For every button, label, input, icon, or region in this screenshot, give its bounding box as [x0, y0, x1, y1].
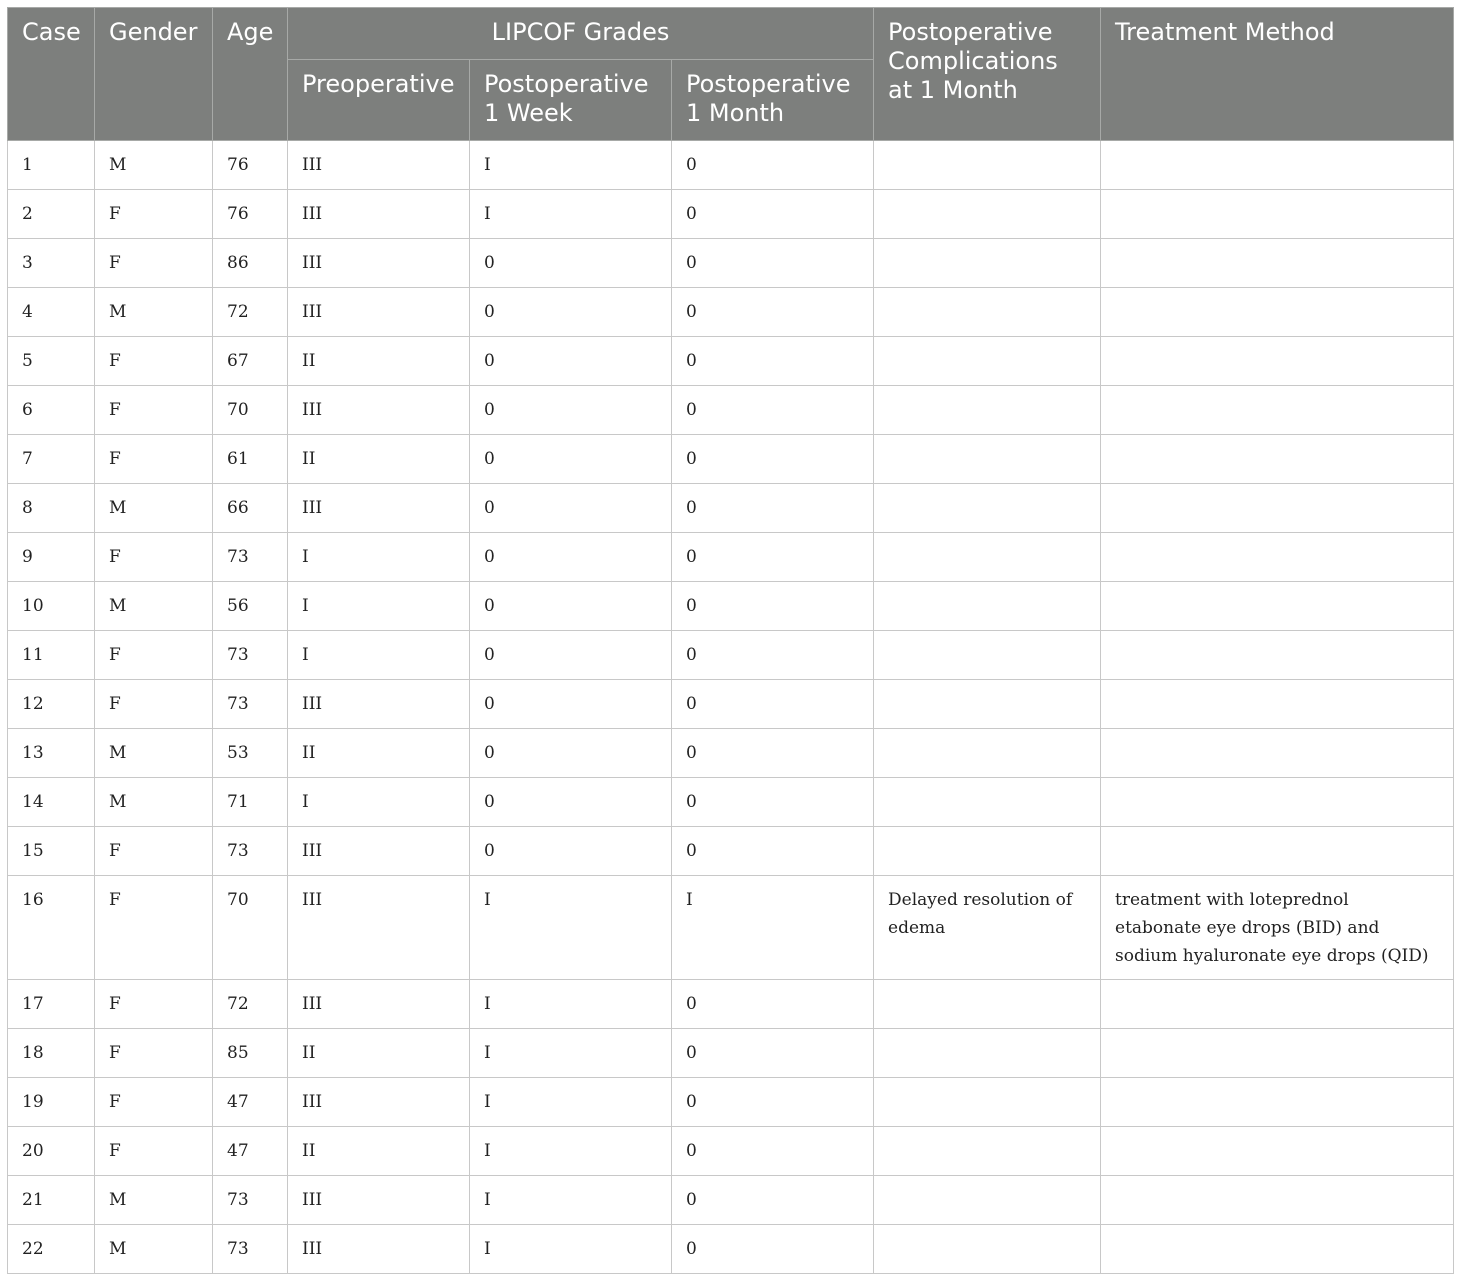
cell-treatment: treatment with loteprednol etabonate eye drops (BID) and sodium hyaluronate eye drops (QID)	[1101, 876, 1454, 980]
cell-preoperative: II	[288, 1029, 470, 1078]
cell-complications	[874, 1176, 1101, 1225]
cell-treatment	[1101, 533, 1454, 582]
cell-post-1-month: 0	[672, 484, 874, 533]
cell-complications	[874, 980, 1101, 1029]
cell-post-1-month: 0	[672, 190, 874, 239]
cell-preoperative: III	[288, 288, 470, 337]
cell-preoperative: III	[288, 827, 470, 876]
table-row	[8, 337, 1454, 386]
cell-case: 11	[8, 631, 95, 680]
table-row	[8, 141, 1454, 190]
cell-gender: M	[95, 778, 213, 827]
header-age: Age	[213, 8, 288, 141]
lipcof-table	[7, 7, 1454, 1274]
cell-complications	[874, 484, 1101, 533]
cell-case: 13	[8, 729, 95, 778]
cell-post-1-month: 0	[672, 631, 874, 680]
cell-treatment	[1101, 435, 1454, 484]
cell-age: 73	[213, 680, 288, 729]
table-row	[8, 1127, 1454, 1176]
table-row	[8, 680, 1454, 729]
header-case: Case	[8, 8, 95, 141]
cell-age: 72	[213, 980, 288, 1029]
cell-preoperative: II	[288, 729, 470, 778]
cell-post-1-week: 0	[470, 435, 672, 484]
cell-complications	[874, 386, 1101, 435]
cell-post-1-week: I	[470, 190, 672, 239]
cell-case: 17	[8, 980, 95, 1029]
cell-age: 85	[213, 1029, 288, 1078]
cell-post-1-week: I	[470, 1029, 672, 1078]
table-row	[8, 386, 1454, 435]
cell-preoperative: I	[288, 778, 470, 827]
cell-post-1-month: 0	[672, 533, 874, 582]
cell-case: 3	[8, 239, 95, 288]
cell-age: 67	[213, 337, 288, 386]
cell-preoperative: II	[288, 337, 470, 386]
table-row	[8, 729, 1454, 778]
cell-gender: F	[95, 980, 213, 1029]
cell-age: 53	[213, 729, 288, 778]
table-header	[8, 8, 1454, 141]
cell-post-1-month: 0	[672, 980, 874, 1029]
cell-preoperative: III	[288, 680, 470, 729]
table-row	[8, 1225, 1454, 1274]
header-post-1-week: Postoperative 1 Week	[470, 60, 672, 141]
table-row	[8, 1029, 1454, 1078]
cell-case: 6	[8, 386, 95, 435]
cell-complications	[874, 288, 1101, 337]
table-body	[8, 141, 1454, 1274]
cell-case: 7	[8, 435, 95, 484]
cell-complications	[874, 141, 1101, 190]
cell-age: 73	[213, 533, 288, 582]
cell-post-1-month: 0	[672, 1029, 874, 1078]
cell-preoperative: III	[288, 484, 470, 533]
cell-post-1-month: 0	[672, 386, 874, 435]
table-row	[8, 827, 1454, 876]
cell-post-1-week: 0	[470, 778, 672, 827]
cell-case: 9	[8, 533, 95, 582]
cell-post-1-week: 0	[470, 680, 672, 729]
cell-post-1-week: I	[470, 1127, 672, 1176]
cell-treatment	[1101, 631, 1454, 680]
cell-preoperative: I	[288, 533, 470, 582]
cell-post-1-month: 0	[672, 435, 874, 484]
cell-case: 1	[8, 141, 95, 190]
cell-case: 8	[8, 484, 95, 533]
cell-age: 70	[213, 386, 288, 435]
cell-post-1-month: 0	[672, 1078, 874, 1127]
cell-case: 22	[8, 1225, 95, 1274]
table-row	[8, 778, 1454, 827]
cell-complications	[874, 1225, 1101, 1274]
cell-gender: F	[95, 190, 213, 239]
cell-treatment	[1101, 827, 1454, 876]
table-row	[8, 484, 1454, 533]
table-row	[8, 239, 1454, 288]
cell-gender: F	[95, 435, 213, 484]
cell-gender: M	[95, 1176, 213, 1225]
lipcof-table-container	[7, 7, 1453, 1274]
cell-post-1-month: 0	[672, 239, 874, 288]
cell-age: 76	[213, 190, 288, 239]
cell-preoperative: III	[288, 876, 470, 980]
table-row	[8, 1176, 1454, 1225]
cell-post-1-month: 0	[672, 337, 874, 386]
cell-age: 71	[213, 778, 288, 827]
cell-complications: Delayed resolution of edema	[874, 876, 1101, 980]
cell-age: 73	[213, 827, 288, 876]
cell-post-1-week: 0	[470, 386, 672, 435]
cell-gender: M	[95, 288, 213, 337]
header-treatment: Treatment Method	[1101, 8, 1454, 141]
cell-preoperative: III	[288, 386, 470, 435]
cell-treatment	[1101, 239, 1454, 288]
cell-gender: M	[95, 484, 213, 533]
cell-treatment	[1101, 288, 1454, 337]
cell-preoperative: III	[288, 1078, 470, 1127]
cell-complications	[874, 533, 1101, 582]
cell-case: 12	[8, 680, 95, 729]
cell-complications	[874, 631, 1101, 680]
cell-case: 18	[8, 1029, 95, 1078]
cell-preoperative: III	[288, 141, 470, 190]
cell-case: 16	[8, 876, 95, 980]
cell-complications	[874, 190, 1101, 239]
cell-age: 61	[213, 435, 288, 484]
cell-case: 15	[8, 827, 95, 876]
cell-case: 2	[8, 190, 95, 239]
cell-gender: F	[95, 680, 213, 729]
cell-complications	[874, 239, 1101, 288]
header-post-1-month: Postoperative 1 Month	[672, 60, 874, 141]
cell-preoperative: II	[288, 1127, 470, 1176]
cell-complications	[874, 337, 1101, 386]
cell-complications	[874, 729, 1101, 778]
cell-case: 10	[8, 582, 95, 631]
cell-complications	[874, 1127, 1101, 1176]
header-preoperative: Preoperative	[288, 60, 470, 141]
cell-post-1-week: 0	[470, 337, 672, 386]
cell-gender: F	[95, 827, 213, 876]
cell-post-1-month: 0	[672, 288, 874, 337]
cell-complications	[874, 680, 1101, 729]
cell-gender: F	[95, 1127, 213, 1176]
cell-post-1-week: I	[470, 1176, 672, 1225]
cell-preoperative: II	[288, 435, 470, 484]
cell-treatment	[1101, 1176, 1454, 1225]
cell-treatment	[1101, 1127, 1454, 1176]
cell-complications	[874, 778, 1101, 827]
cell-post-1-month: I	[672, 876, 874, 980]
header-lipcof-grades: LIPCOF Grades	[288, 8, 874, 60]
cell-treatment	[1101, 337, 1454, 386]
cell-preoperative: III	[288, 239, 470, 288]
table-row	[8, 190, 1454, 239]
cell-post-1-month: 0	[672, 778, 874, 827]
cell-age: 86	[213, 239, 288, 288]
cell-gender: F	[95, 631, 213, 680]
cell-case: 14	[8, 778, 95, 827]
cell-case: 21	[8, 1176, 95, 1225]
cell-treatment	[1101, 582, 1454, 631]
table-row	[8, 980, 1454, 1029]
table-row	[8, 631, 1454, 680]
cell-post-1-month: 0	[672, 582, 874, 631]
cell-gender: F	[95, 386, 213, 435]
table-row	[8, 582, 1454, 631]
cell-age: 76	[213, 141, 288, 190]
cell-preoperative: III	[288, 980, 470, 1029]
cell-treatment	[1101, 729, 1454, 778]
cell-age: 47	[213, 1078, 288, 1127]
cell-post-1-week: 0	[470, 729, 672, 778]
cell-treatment	[1101, 141, 1454, 190]
cell-post-1-week: I	[470, 980, 672, 1029]
cell-post-1-month: 0	[672, 729, 874, 778]
table-row	[8, 288, 1454, 337]
header-complications: Postoperative Complications at 1 Month	[874, 8, 1101, 141]
cell-gender: F	[95, 533, 213, 582]
cell-post-1-month: 0	[672, 1127, 874, 1176]
cell-preoperative: III	[288, 1225, 470, 1274]
cell-preoperative: I	[288, 582, 470, 631]
cell-age: 73	[213, 1225, 288, 1274]
table-row	[8, 533, 1454, 582]
cell-preoperative: III	[288, 1176, 470, 1225]
cell-post-1-month: 0	[672, 680, 874, 729]
cell-gender: F	[95, 337, 213, 386]
cell-gender: F	[95, 239, 213, 288]
cell-post-1-week: 0	[470, 582, 672, 631]
table-row	[8, 876, 1454, 980]
cell-case: 19	[8, 1078, 95, 1127]
cell-treatment	[1101, 190, 1454, 239]
cell-case: 5	[8, 337, 95, 386]
table-row	[8, 435, 1454, 484]
cell-post-1-week: 0	[470, 533, 672, 582]
cell-complications	[874, 435, 1101, 484]
cell-post-1-month: 0	[672, 827, 874, 876]
cell-gender: F	[95, 876, 213, 980]
cell-complications	[874, 827, 1101, 876]
cell-complications	[874, 582, 1101, 631]
cell-post-1-week: I	[470, 1225, 672, 1274]
cell-post-1-week: I	[470, 1078, 672, 1127]
cell-treatment	[1101, 778, 1454, 827]
cell-post-1-month: 0	[672, 141, 874, 190]
cell-gender: M	[95, 582, 213, 631]
cell-treatment	[1101, 1225, 1454, 1274]
cell-gender: M	[95, 1225, 213, 1274]
cell-post-1-week: 0	[470, 288, 672, 337]
cell-complications	[874, 1078, 1101, 1127]
cell-treatment	[1101, 980, 1454, 1029]
cell-treatment	[1101, 484, 1454, 533]
cell-gender: F	[95, 1078, 213, 1127]
cell-case: 4	[8, 288, 95, 337]
cell-post-1-month: 0	[672, 1225, 874, 1274]
cell-post-1-week: 0	[470, 631, 672, 680]
cell-treatment	[1101, 1029, 1454, 1078]
cell-gender: F	[95, 1029, 213, 1078]
cell-age: 56	[213, 582, 288, 631]
cell-post-1-week: 0	[470, 239, 672, 288]
cell-age: 73	[213, 631, 288, 680]
cell-post-1-week: 0	[470, 827, 672, 876]
cell-post-1-week: I	[470, 141, 672, 190]
cell-gender: M	[95, 729, 213, 778]
cell-age: 47	[213, 1127, 288, 1176]
cell-age: 72	[213, 288, 288, 337]
cell-treatment	[1101, 680, 1454, 729]
cell-age: 70	[213, 876, 288, 980]
table-row	[8, 1078, 1454, 1127]
cell-treatment	[1101, 1078, 1454, 1127]
header-gender: Gender	[95, 8, 213, 141]
cell-treatment	[1101, 386, 1454, 435]
cell-age: 73	[213, 1176, 288, 1225]
cell-preoperative: III	[288, 190, 470, 239]
cell-complications	[874, 1029, 1101, 1078]
cell-post-1-week: 0	[470, 484, 672, 533]
cell-age: 66	[213, 484, 288, 533]
cell-post-1-month: 0	[672, 1176, 874, 1225]
cell-case: 20	[8, 1127, 95, 1176]
cell-gender: M	[95, 141, 213, 190]
cell-post-1-week: I	[470, 876, 672, 980]
cell-preoperative: I	[288, 631, 470, 680]
